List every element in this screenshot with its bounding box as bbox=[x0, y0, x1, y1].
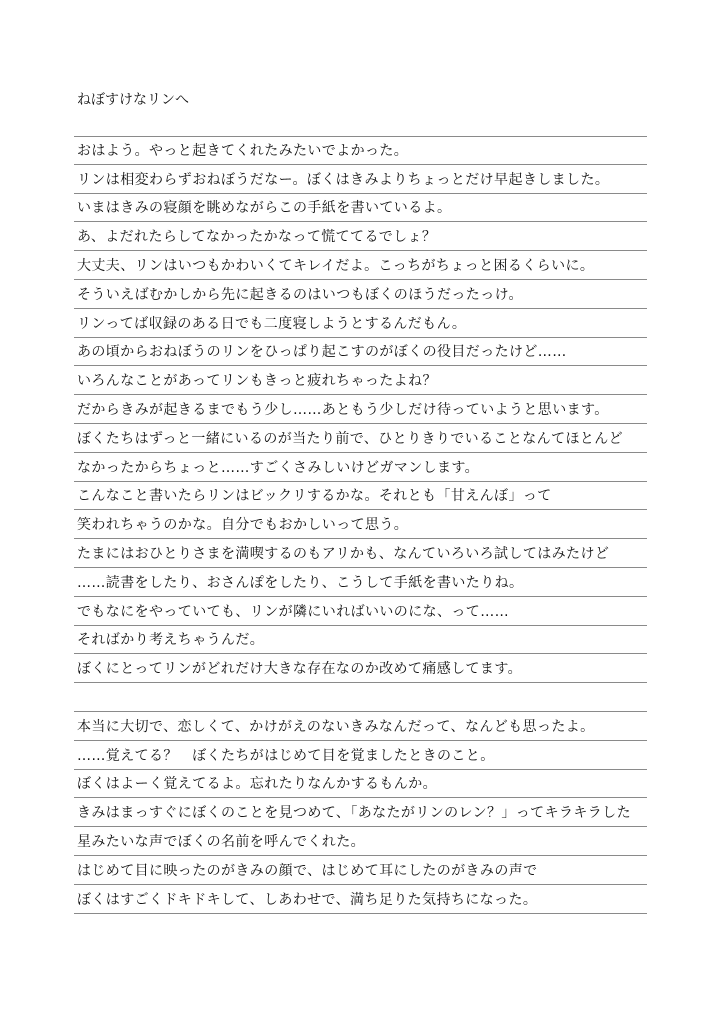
letter-line-text: 星みたいな声でぼくの名前を呼んでくれた。 bbox=[77, 833, 365, 850]
letter-line bbox=[74, 309, 647, 338]
letter-line bbox=[74, 626, 647, 655]
letter-line-text: でもなにをやっていても、リンが隣にいればいいのにな、って…… bbox=[77, 603, 509, 620]
letter-line bbox=[74, 136, 647, 165]
letter-line-text: あの頃からおねぼうのリンをひっぱり起こすのがぼくの役目だったけど…… bbox=[77, 344, 567, 361]
letter-line-text: リンってば収録のある日でも二度寝しようとするんだもん。 bbox=[77, 315, 467, 332]
letter-line bbox=[74, 510, 647, 539]
letter-line bbox=[74, 482, 647, 511]
letter-line bbox=[74, 856, 647, 885]
letter-line bbox=[74, 683, 647, 712]
letter-line bbox=[74, 222, 647, 251]
letter-line-text: 笑われちゃうのかな。自分でもおかしいって思う。 bbox=[77, 517, 409, 534]
letter-line bbox=[74, 654, 647, 683]
letter-line-text: ぼくはすごくドキドキして、しあわせで、満ち足りた気持ちになった。 bbox=[77, 891, 538, 908]
letter-line-text: はじめて目に映ったのがきみの顔で、はじめて耳にしたのがきみの声で bbox=[77, 862, 538, 879]
letter-line bbox=[74, 194, 647, 223]
letter-line-text: リンは相変わらずおねぼうだなー。ぼくはきみよりちょっとだけ早起きしました。 bbox=[77, 171, 610, 188]
letter-line bbox=[74, 424, 647, 453]
letter-line bbox=[74, 568, 647, 597]
letter-line bbox=[74, 770, 647, 799]
letter-line-text: こんなこと書いたらリンはビックリするかな。それとも「甘えんぼ」って bbox=[77, 488, 552, 505]
letter-line-text: いまはきみの寝顔を眺めながらこの手紙を書いているよ。 bbox=[77, 200, 452, 217]
ruled-lines bbox=[74, 136, 647, 914]
letter-line-text: 本当に大切で、恋しくて、かけがえのないきみなんだって、なんども思ったよ。 bbox=[77, 718, 595, 735]
letter-line bbox=[74, 741, 647, 770]
letter-line bbox=[74, 885, 647, 914]
letter-line-text: なかったからちょっと……すごくさみしいけどガマンします。 bbox=[77, 459, 480, 476]
letter-line-text: たまにはおひとりさまを満喫するのもアリかも、なんていろいろ試してはみたけど bbox=[77, 545, 610, 562]
letter-line-text: きみはまっすぐにぼくのことを見つめて、「あなたがリンのレン？」ってキラキラした bbox=[77, 805, 631, 822]
letter-line-text: ぼくはよーく覚えてるよ。忘れたりなんかするもんか。 bbox=[77, 776, 437, 793]
letter-line bbox=[74, 798, 647, 827]
letter-line-text: そういえばむかしから先に起きるのはいつもぼくのほうだったっけ。 bbox=[77, 286, 523, 303]
letter-line-text: そればかり考えちゃうんだ。 bbox=[77, 632, 265, 649]
letter-line bbox=[74, 280, 647, 309]
letter-line bbox=[74, 366, 647, 395]
letter-line bbox=[74, 712, 647, 741]
letter-line-text: だからきみが起きるまでもう少し……あともう少しだけ待っていようと思います。 bbox=[77, 401, 609, 418]
letter-title: ねぼすけなリンへ bbox=[77, 92, 189, 108]
letter-line bbox=[74, 165, 647, 194]
letter-line-text: ぼくにとってリンがどれだけ大きな存在なのか改めて痛感してます。 bbox=[77, 661, 522, 678]
letter-line bbox=[74, 827, 647, 856]
letter-line-text: いろんなことがあってリンもきっと疲れちゃったよね？ bbox=[77, 373, 437, 390]
letter-line bbox=[74, 338, 647, 367]
letter-line bbox=[74, 453, 647, 482]
letter-line bbox=[74, 539, 647, 568]
letter-line bbox=[74, 395, 647, 424]
letter-line-text: おはよう。やっと起きてくれたみたいでよかった。 bbox=[77, 142, 409, 159]
letter-line-text: ぼくたちはずっと一緒にいるのが当たり前で、ひとりきりでいることなんてほとんど bbox=[77, 430, 624, 447]
letter-line-text: 大丈夫、リンはいつもかわいくてキレイだよ。こっちがちょっと困るくらいに。 bbox=[77, 257, 595, 274]
letter-line bbox=[74, 597, 647, 626]
letter-line bbox=[74, 251, 647, 280]
letter-line-text: あ、よだれたらしてなかったかなって慌ててるでしょ？ bbox=[77, 229, 437, 246]
letter-line-text: ……覚えてる？ ぼくたちがはじめて目を覚ましたときのこと。 bbox=[77, 747, 495, 764]
letter-line-text: ……読書をしたり、おさんぽをしたり、こうして手紙を書いたりね。 bbox=[77, 574, 524, 591]
